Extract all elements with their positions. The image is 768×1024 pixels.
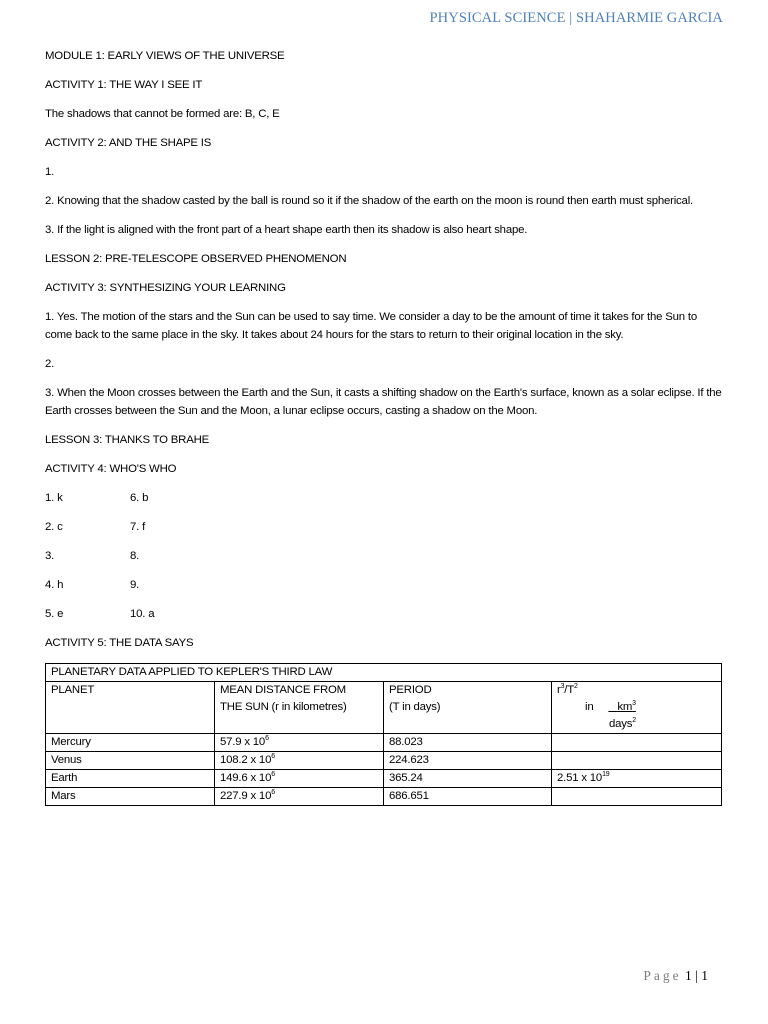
header-planet-label: PLANET: [51, 684, 95, 696]
answer-left: 3.: [45, 550, 55, 562]
answer-left: 5. e: [45, 608, 64, 620]
lesson3-title: LESSON 3: THANKS TO BRAHE: [45, 434, 210, 446]
ratio-km-unit: [596, 701, 635, 713]
activity3-item-1: 1. Yes. The motion of the stars and the Sun can be used to say time. We consider a day to be the amount of time it takes for the Sun to come back to the same place in the sky. It takes about 24 hours for the stars to return to their original location in the sky.: [45, 311, 697, 341]
ratio-days-exp: 2: [632, 717, 636, 725]
page-total: 1: [701, 968, 708, 983]
ratio-exp: 19: [602, 771, 610, 779]
cell-distance: [215, 770, 384, 788]
table-row: [46, 752, 722, 770]
header-distance-line2: THE SUN (r in kilometres): [220, 701, 347, 713]
ratio-km: km: [617, 701, 633, 713]
distance-exp: 6: [271, 753, 275, 761]
distance-value: 108.2 x 10: [220, 754, 272, 766]
ratio-r: r: [557, 684, 561, 696]
header-distance-line1: MEAN DISTANCE FROM: [220, 684, 346, 696]
page-footer: [643, 968, 708, 984]
cell-ratio: [552, 752, 722, 770]
distance-exp: 6: [271, 771, 275, 779]
cell-planet: Earth: [46, 770, 215, 788]
ratio-days: days: [609, 718, 633, 730]
answer-right: 9.: [130, 579, 140, 591]
cell-distance: [215, 734, 384, 752]
answer-pair: [45, 547, 725, 565]
cell-period: 686.651: [384, 788, 552, 806]
header-period: [384, 682, 552, 734]
answer-right: 6. b: [130, 492, 149, 504]
header-ratio: [552, 682, 722, 734]
answer-left: 1. k: [45, 492, 63, 504]
document-body: [45, 47, 725, 806]
table-row: [46, 788, 722, 806]
distance-value: 149.6 x 10: [220, 772, 272, 784]
activity2-item-2: 2. Knowing that the shadow casted by the ball is round so it if the shadow of the earth on the moon is round then earth must spherical.: [45, 195, 693, 207]
ratio-value: 2.51 x 10: [557, 772, 603, 784]
table-caption-row: [46, 664, 722, 682]
answer-pair: [45, 489, 725, 507]
activity2-item-1: 1.: [45, 166, 55, 178]
cell-ratio: [552, 788, 722, 806]
answer-left: 2. c: [45, 521, 63, 533]
ratio-r-exp: 3: [560, 683, 565, 691]
header-period-line1: PERIOD: [389, 684, 432, 696]
activity2-item-3: 3. If the light is aligned with the front part of a heart shape earth then its shadow is also heart shape.: [45, 224, 528, 236]
activity4-title: ACTIVITY 4: WHO'S WHO: [45, 463, 177, 475]
ratio-t-exp: 2: [574, 683, 578, 691]
table-row: [46, 734, 722, 752]
answer-right: 8.: [130, 550, 140, 562]
kepler-table-wrapper: [45, 663, 725, 806]
activity3-item-3: 3. When the Moon crosses between the Earth and the Sun, it casts a shifting shadow on the Earth's surface, known as a solar eclipse. If the Earth crosses between the Sun and the Moon, a lunar eclipse occurs, casting a shadow on the Moon.: [45, 387, 722, 417]
answer-right: 10. a: [130, 608, 155, 620]
activity1-title: ACTIVITY 1: THE WAY I SEE IT: [45, 79, 203, 91]
answer-pair: [45, 605, 725, 623]
ratio-in: in: [585, 701, 594, 713]
activity3-title: ACTIVITY 3: SYNTHESIZING YOUR LEARNING: [45, 282, 286, 294]
activity2-title: ACTIVITY 2: AND THE SHAPE IS: [45, 137, 212, 149]
distance-value: 57.9 x 10: [220, 736, 266, 748]
answer-right: 7. f: [130, 521, 146, 533]
cell-period: 365.24: [384, 770, 552, 788]
lesson2-title: LESSON 2: PRE-TELESCOPE OBSERVED PHENOMENON: [45, 253, 347, 265]
activity1-answer: The shadows that cannot be formed are: B, C, E: [45, 108, 280, 120]
activity3-item-2: 2.: [45, 358, 55, 370]
distance-value: 227.9 x 10: [220, 790, 272, 802]
distance-exp: 6: [265, 735, 269, 743]
cell-planet: Venus: [46, 752, 215, 770]
cell-distance: [215, 788, 384, 806]
cell-period: 224.623: [384, 752, 552, 770]
table-header-row: [46, 682, 722, 734]
cell-period: 88.023: [384, 734, 552, 752]
page-number: 1: [685, 968, 692, 983]
header-period-line2: (T in days): [389, 701, 441, 713]
answer-pair: [45, 518, 725, 536]
ratio-t: /T: [564, 684, 575, 696]
cell-ratio: [552, 734, 722, 752]
table-caption: PLANETARY DATA APPLIED TO KEPLER'S THIRD LAW: [46, 664, 722, 682]
module-title: MODULE 1: EARLY VIEWS OF THE UNIVERSE: [45, 50, 285, 62]
answer-left: 4. h: [45, 579, 64, 591]
page-separator: |: [695, 968, 698, 983]
answer-pair: [45, 576, 725, 594]
activity5-title: ACTIVITY 5: THE DATA SAYS: [45, 637, 194, 649]
distance-exp: 6: [271, 789, 275, 797]
cell-planet: Mercury: [46, 734, 215, 752]
header-planet: [46, 682, 215, 734]
cell-distance: [215, 752, 384, 770]
cell-ratio: [552, 770, 722, 788]
kepler-data-table: [45, 663, 722, 806]
header-distance: [215, 682, 384, 734]
cell-planet: Mars: [46, 788, 215, 806]
page-header: PHYSICAL SCIENCE | SHAHARMIE GARCIA: [429, 10, 723, 26]
page-label: Page: [643, 968, 682, 983]
table-row: [46, 770, 722, 788]
ratio-km-exp: 3: [632, 700, 636, 708]
